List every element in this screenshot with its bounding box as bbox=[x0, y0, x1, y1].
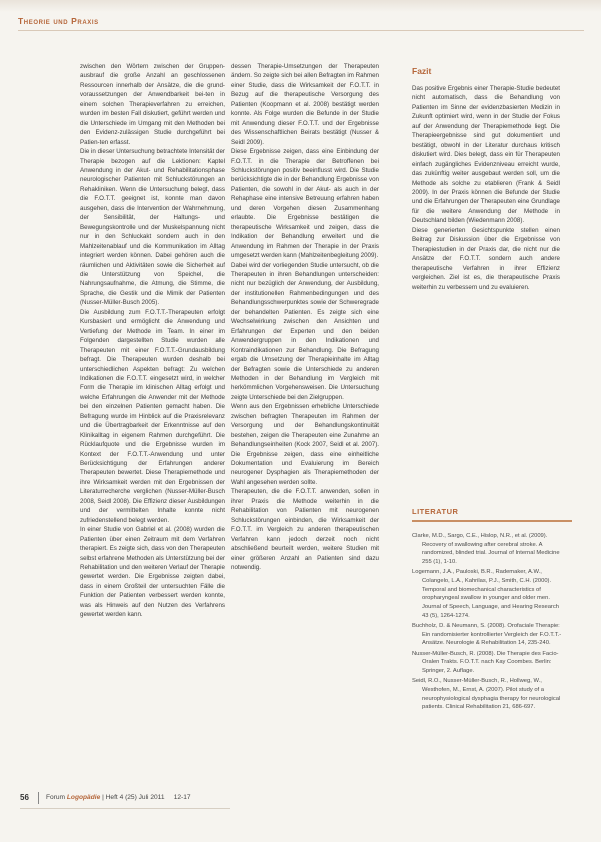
paragraph: Therapeuten, die die F.O.T.T. anwenden, sollen in ihrer Praxis die Methode weiterhin in die Rehabilitation von Patienten mit neurogenen Schluckstörungen einbinden, die Wirksamkeit der F.O.T.T. im Vergleich zu anderen therapeutischen Verfahren kann jedoch derzeit noch nicht abschließend beurteilt werden, weitere Studien mit einer größeren Anzahl an Patienten sind dazu notwendig. bbox=[231, 488, 379, 572]
text-column-3 bbox=[412, 84, 560, 504]
page-number: 56 bbox=[20, 793, 29, 802]
journal-brand: Logopädie bbox=[66, 794, 101, 801]
journal-footer bbox=[46, 794, 191, 801]
paragraph: Das positive Ergebnis einer Therapie-Studie bedeutet nicht automatisch, dass die Behandlung von Patienten im Sinne der evidenzbasierten Medizin in Zukunft optimiert wird, wenn in der Studie der Fokus auf der Anwendung der Therapiemethode liegt. Die Therapieergebnisse sind gut dokumentiert und bestätigt, obwohl in der Literatur durchaus kritisch diskutiert wird. Dies belegt, dass ein für Therapeuten einfach zugängliches Evidenzniveau erreicht wurde, das zukünftig weiter ausgebaut werden soll, um die Methode als solche zu etablieren (Frank & Seidl 2009). In der Praxis können die Befunde der Studie und die Erfahrungen der Therapeuten eine Grundlage für die weitere Anwendung der Methode in Deutschland bilden (Wiedenmann 2008). bbox=[412, 85, 560, 225]
divider-glyph: | bbox=[102, 794, 106, 801]
text-column-1 bbox=[80, 62, 225, 822]
paragraph: zwischen den Wörtern zwischen der Gruppen-ausbrauf die große Anzahl an geschlossenen Ressourcen innerhalb der Ansätze, die die grund-voraussetzungen der Anwendbarkeit bei-ten in einem solchen Therapieverfahren zu erreichen, wurden im besten Fall diskutiert, geführt werden und die Unterschiede im Umgang mit den Methoden bei den Evidenz-zulässigen Studie durchgeführt bei Patien-ten erfasst. bbox=[80, 63, 225, 146]
text-column-2 bbox=[231, 62, 379, 772]
page-range: 12-17 bbox=[173, 794, 191, 801]
reference-list bbox=[412, 532, 564, 714]
reference-entry: Nusser-Müller-Busch, R. (2008). Die Therapie des Facio-Oralen Trakts. F.O.T.T. nach Kay Coombes. Berlin: Springer, 2. Auflage. bbox=[412, 650, 559, 675]
footer-rule bbox=[20, 808, 230, 809]
spacer bbox=[166, 794, 172, 801]
paragraph: Die in dieser Untersuchung betrachtete Intensität der Therapie bezogen auf die Lektionen: Kaptel Anwendung in der Akut- und Rehabilitationsphase neurologischer Patienten mit Schluckstörungen an Rehakliniken. Wenn die Untersuchung belegt, dass die F.O.T.T. geeignet ist, konnte man davon ausgehen, dass die Intervention der Wahrnehmung, der Sensibilität, der Haltungs- und Bewegungskontrolle und der Muskelspannung nicht nur in den Schluckakt sondern auch in den Mahlzeitenablauf und die Kommunikation im Alltag integriert werden können. Dabei gehören auch die räumlichen und Aktivitäten sowie die Sicherheit auf die Unterstützung von Speichel, die Nahrungsaufnahme, die Atmung, die Stimme, die Sprache, die Gestik und die Mimik der Patienten (Nusser-Müller-Busch 2005). bbox=[80, 148, 225, 307]
literature-heading: LITERATUR bbox=[412, 507, 462, 516]
journal-issue: Heft 4 (25) Juli 2011 bbox=[105, 794, 165, 801]
paragraph: Dabei wird der vorliegenden Studie untersucht, ob die Therapeuten in ihren Behandlungen unterscheiden: nicht nur bezüglich der Anwendung, der Ausbildung, der institutionellen Rahmenbedingungen und des Behandlungsschwerpunktes sowie der Schweregrade der behandelten Patienten. Es zeigte sich eine Wechselwirkung zwischen den Ansichten und Erfahrungen der Experten und den beiden Anwendergruppen in den Indikationen und Kontraindikationen zur Behandlung. Die Befragung ergab die Umsetzung der Therapieinhalte im Alltag der Befragten sowie die Unterschiede zu anderen Methoden in der Behandlung im Vergleich mit herkömmlichen Vorgehensweisen. Die Untersuchung zeigte Unterschiede bei den Zielgruppen. bbox=[231, 261, 379, 401]
reference-entry: Logemann, J.A., Pauloski, B.R., Rademaker, A.W., Colangelo, L.A., Kahrilas, P.J., Smith, C.H. (2000). Temporal and biomechanical characteristics of oropharyngeal swallow in younger and older men. Journal of Speech, Language, and Hearing Research 43 (5), 1264-1274. bbox=[412, 569, 559, 619]
section-heading: Theorie und Praxis bbox=[18, 16, 99, 26]
reference-entry: Buchholz, D. & Neumann, S. (2008). Orofaciale Therapie: Ein randomisierter kontrollierter Vergleich der F.O.T.T.-Ansätze. Neurologie & Rehabilitation 14, 235-240. bbox=[412, 623, 562, 647]
paragraph: In einer Studie von Gabriel et al. (2008) wurden die Patienten über einen Zeitraum mit dem Verfahren therapiert. Es zeigte sich, dass von den Therapeuten selbst erfahrene Methoden als Unterstützung bei der Rehabilitation und den weiteren Verlauf der Therapie gewertet werden. Die Ergebnisse zeigten dabei, dass in einem Großteil der untersuchten Fälle die Funktion der Patienten verbessert werden konnte, was als Hinweis auf den Nutzen des Verfahrens gewertet werden kann. bbox=[80, 526, 225, 619]
paragraph: Wenn aus den Ergebnissen erhebliche Unterschiede zwischen befragten Therapeuten im Rahmen der Versorgung und der Behandlungskontinuität bestehen, zeigen die Therapeuten eine Zunahme an Behandlungseinheiten (Kock 2007, Seidl et al. 2007). Die Ergebnisse zeigen, dass eine einheitliche Dokumentation und Evaluierung im Bereich neurogener Dysphagien als Therapiemethoden der Wahl angesehen werden sollte. bbox=[231, 403, 379, 486]
reference-entry: Clarke, M.D., Sargo, C.E., Hislop, N.R., et al. (2009). Recovery of swallowing after cerebral stroke. A randomized, blinded trial. Journal of Internal Medicine 255 (1), 1-10. bbox=[412, 533, 560, 566]
footer-divider bbox=[38, 792, 39, 804]
header-shade bbox=[0, 0, 601, 12]
paragraph: Diese Ergebnisse zeigen, dass eine Einbindung der F.O.T.T. in die Therapie der Betroffenen bei Schluckstörungen positiv beeinflusst wird. Die Studie berücksichtigte die in der Behandlung Ergebnisse von Patienten, die sowohl in der Akut- als auch in der Rehaphase eine intensive Betreuung erfahren haben und deren Vorgehen diesen Zusammenhang erlaubte. Die Ergebnisse bestätigen die therapeutische Wirksamkeit und zeigen, dass die Indikation der Behandlung erweitert und die Anwendung im Rahmen der Therapie in der Praxis umgesetzt werden kann (Mahlzeitenbegleitung 2009). bbox=[231, 148, 379, 260]
fazit-heading: Fazit bbox=[412, 66, 432, 76]
paragraph: Die Ausbildung zum F.O.T.T.-Therapeuten erfolgt Kursbasiert und ermöglicht die Anwendung und Vertiefung der Methode im Team. In einer im Folgenden dargestellten Studie wurden alle Therapeuten mit einer F.O.T.T.-Grundausbildung befragt. Die Therapeuten wurden deshalb bei unterschiedlichen Aspekten befragt: Zu welchen Indikationen die F.O.T.T. eingesetzt wird, in welcher Form die Therapie im klinischen Alltag erfolgt und welche Erfahrungen die Anwender mit der Methode bei den einzelnen Patienten gemacht haben. Die Befragung wurde im Hinblick auf die Praxisrelevanz und die Übertragbarkeit der Erkenntnisse auf den Klinikalltag in eigenem Rahmen durchgeführt. Die Rücklaufquote und die Ergebnisse wurden im Kontext der F.O.T.T.-Anwendung und unter Berücksichtigung der Erfahrungen anderer Therapeuten bewertet. Diese Therapiemethode und ihre Wirksamkeit werden mit den Ergebnissen der Literaturrecherche verglichen (Nusser-Müller-Busch 2008, Seidl 2008). Die Effizienz dieser Ausbildungen und der vermittelten Inhalte konnte nicht zufriedenstellend belegt werden. bbox=[80, 308, 225, 524]
header-rule bbox=[18, 30, 584, 31]
journal-prefix: Forum bbox=[46, 794, 66, 801]
reference-entry: Seidl, R.O., Nusser-Müller-Busch, R., Hollweg, W., Westhofen, M., Ernst, A. (2007). Pilot study of a neurophysiological dysphagia therapy for neurological patients. Clinical Rehabilitation 21, 686-697. bbox=[412, 678, 561, 711]
paragraph: dessen Therapie-Umsetzungen der Therapeuten ändern. So zeigte sich bei allen Befragten im Rahmen einer Studie, dass die Wirksamkeit der F.O.T.T. in Bezug auf die therapeutische Versorgung des Patienten (Koopmann et al. 2008) bestätigt werden konnte. Als Folge wurden die Befunde in der Studie mit Anwendung dieser F.O.T.T. und der Ergebnisse des Wissenschaftlichen Beirats bestätigt (Nusser & Seidl 2009). bbox=[231, 63, 379, 146]
paragraph: Diese generierten Gesichtspunkte stellen einen Beitrag zur Diskussion über die Ergebnisse von Therapiestudien in der Praxis dar, die nicht nur die Ansätze der F.O.T.T. sondern auch andere therapeutische Verfahren in ihrer Effizienz vergleichen. Ziel ist es, die therapeutische Praxis weiterhin zu verbessern und zu evaluieren. bbox=[412, 226, 560, 291]
